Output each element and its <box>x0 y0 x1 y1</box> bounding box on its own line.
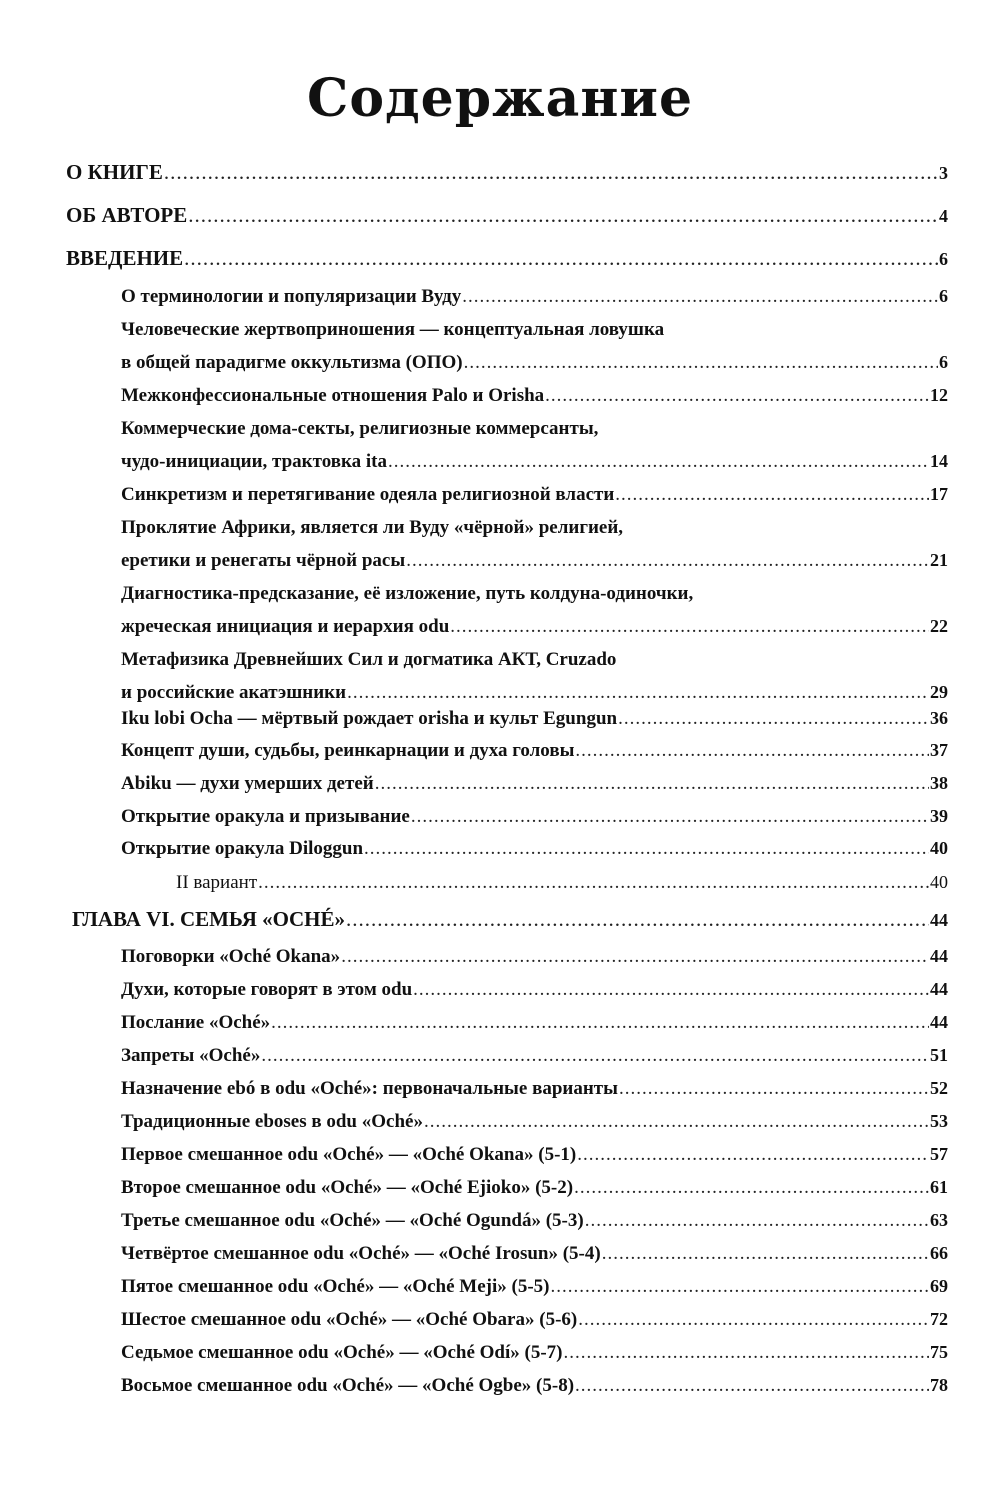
toc-page-number: 57 <box>930 1144 948 1164</box>
toc-entry-title: ВВЕДЕНИЕ <box>66 246 184 270</box>
toc-entry-first-line: Коммерческие дома-секты, религиозные коммерсанты, <box>121 418 599 439</box>
dot-leader <box>615 484 929 506</box>
dot-leader <box>464 352 938 374</box>
toc-entry[interactable] <box>121 1375 948 1397</box>
dot-leader <box>364 838 929 860</box>
toc-entry-title: Духи, которые говорят в этом odu <box>121 979 413 1000</box>
dot-leader <box>618 708 929 730</box>
toc-entry-title: Третье смешанное odu «Oché» — «Oché Ogundá» (5-3) <box>121 1210 584 1231</box>
toc-entry[interactable] <box>121 484 948 506</box>
dot-leader <box>261 1045 929 1067</box>
toc-page-number: 44 <box>930 1012 948 1032</box>
toc-page-number: 61 <box>930 1177 948 1197</box>
dot-leader <box>413 979 929 1001</box>
toc-entry-title: Запреты «Oché» <box>121 1045 261 1066</box>
toc-entry-first-line: Человеческие жертвоприношения — концептуальная ловушка <box>121 319 665 340</box>
toc-entry-title: Поговорки «Oché Okana» <box>121 946 341 967</box>
toc-entry[interactable] <box>121 979 948 1001</box>
toc-page-number: 38 <box>930 773 948 793</box>
toc-entry-title: еретики и ренегаты чёрной расы <box>121 550 406 571</box>
toc-entry-title: Abiku — духи умерших детей <box>121 773 374 794</box>
toc-page-number: 69 <box>930 1276 948 1296</box>
toc-entry[interactable] <box>121 946 948 968</box>
toc-entry-title: в общей парадигме оккультизма (ОПО) <box>121 352 463 373</box>
toc-entry-title: Синкретизм и перетягивание одеяла религиозной власти <box>121 484 615 505</box>
toc-entry[interactable] <box>121 1309 948 1331</box>
dot-leader <box>164 160 938 185</box>
dot-leader <box>424 1111 929 1133</box>
toc-page-number: 6 <box>939 286 948 306</box>
toc-entry-title: Традиционные eboses в odu «Oché» <box>121 1111 423 1132</box>
toc-entry[interactable] <box>121 1243 948 1265</box>
toc-page-number: 37 <box>930 740 948 760</box>
toc-entry[interactable] <box>121 682 948 704</box>
toc-entry-title: Открытие оракула и призывание <box>121 806 410 827</box>
toc-page-number: 17 <box>930 484 948 504</box>
toc-page-number: 6 <box>939 352 948 372</box>
toc-page-number: 21 <box>930 550 948 570</box>
toc-entry-title: ГЛАВА VI. СЕМЬЯ «OCHÉ» <box>72 907 345 931</box>
toc-page-number: 3 <box>939 163 948 183</box>
toc-entry[interactable] <box>66 160 948 185</box>
toc-page-number: 40 <box>930 838 948 858</box>
toc-page-number: 40 <box>930 872 948 892</box>
toc-page-number: 44 <box>930 979 948 999</box>
dot-leader <box>346 907 929 932</box>
toc-entry-first-line: Проклятие Африки, является ли Вуду «чёрной» религией, <box>121 517 624 538</box>
dot-leader <box>406 550 929 572</box>
dot-leader <box>341 946 929 968</box>
toc-entry[interactable] <box>121 1342 948 1364</box>
toc-entry[interactable] <box>121 1177 948 1199</box>
dot-leader <box>585 1210 929 1232</box>
toc-entry[interactable] <box>121 1012 948 1034</box>
toc-entry-title: Первое смешанное odu «Oché» — «Oché Okana» (5-1) <box>121 1144 577 1165</box>
dot-leader <box>578 1309 929 1331</box>
toc-entry-title: Четвёртое смешанное odu «Oché» — «Oché Irosun» (5-4) <box>121 1243 601 1264</box>
toc-entry[interactable] <box>121 1078 948 1100</box>
toc-entry[interactable] <box>121 1144 948 1166</box>
toc-page-number: 72 <box>930 1309 948 1329</box>
toc-page-number: 75 <box>930 1342 948 1362</box>
dot-leader <box>184 246 938 271</box>
toc-page-number: 36 <box>930 708 948 728</box>
toc-entry-title: чудо-инициации, трактовка ita <box>121 451 387 472</box>
toc-page-number: 6 <box>939 249 948 269</box>
dot-leader <box>551 1276 929 1298</box>
dot-leader <box>450 616 929 638</box>
toc-page-number: 52 <box>930 1078 948 1098</box>
dot-leader <box>545 385 929 407</box>
page-title: Содержание <box>306 68 694 129</box>
toc-page-number: 44 <box>930 910 948 930</box>
toc-entry-title: Пятое смешанное odu «Oché» — «Oché Meji» (5-5) <box>121 1276 550 1297</box>
toc-entry-title: Второе смешанное odu «Oché» — «Oché Ejioko» (5-2) <box>121 1177 574 1198</box>
toc-entry[interactable] <box>121 1111 948 1133</box>
dot-leader <box>258 872 929 894</box>
toc-entry-title: О КНИГЕ <box>66 160 163 184</box>
toc-page-number: 44 <box>930 946 948 966</box>
toc-entry-title: Восьмое смешанное odu «Oché» — «Oché Ogbe» (5-8) <box>121 1375 575 1396</box>
toc-page-number: 14 <box>930 451 948 471</box>
toc-entry-title: и российские акатэшники <box>121 682 347 703</box>
dot-leader <box>375 773 929 795</box>
toc-page-number: 39 <box>930 806 948 826</box>
toc-entry[interactable] <box>121 616 948 638</box>
toc-entry[interactable] <box>121 1276 948 1298</box>
toc-entry[interactable] <box>121 352 948 374</box>
toc-page-number: 63 <box>930 1210 948 1230</box>
dot-leader <box>564 1342 929 1364</box>
dot-leader <box>575 1375 929 1397</box>
toc-entry[interactable] <box>121 550 948 572</box>
toc-page-number: 51 <box>930 1045 948 1065</box>
toc-entry-title: жреческая инициация и иерархия odu <box>121 616 450 637</box>
dot-leader <box>347 682 929 704</box>
toc-entry[interactable] <box>176 872 948 894</box>
toc-entry[interactable] <box>121 286 948 308</box>
dot-leader <box>271 1012 929 1034</box>
toc-entry-title: Концепт души, судьбы, реинкарнации и духа головы <box>121 740 575 761</box>
dot-leader <box>575 740 929 762</box>
dot-leader <box>462 286 938 308</box>
dot-leader <box>619 1078 929 1100</box>
dot-leader <box>388 451 929 473</box>
toc-page-number: 4 <box>939 206 948 226</box>
toc-entry[interactable] <box>66 203 948 228</box>
toc-entry-title: Шестое смешанное odu «Oché» — «Oché Obara» (5-6) <box>121 1309 578 1330</box>
toc-entry-title: Iku lobi Ocha — мёртвый рождает orisha и культ Egungun <box>121 708 618 729</box>
toc-entry[interactable] <box>72 907 948 932</box>
toc-entry-first-line: Диагностика-предсказание, её изложение, путь колдуна-одиночки, <box>121 583 694 604</box>
toc-page-number: 53 <box>930 1111 948 1131</box>
dot-leader <box>602 1243 929 1265</box>
toc-entry-title: ОБ АВТОРЕ <box>66 203 188 227</box>
toc-page-number: 78 <box>930 1375 948 1395</box>
toc-page-number: 29 <box>930 682 948 702</box>
toc-entry[interactable] <box>121 806 948 828</box>
toc-page-number: 66 <box>930 1243 948 1263</box>
toc-entry-title: Седьмое смешанное odu «Oché» — «Oché Odí» (5-7) <box>121 1342 563 1363</box>
dot-leader <box>188 203 938 228</box>
toc-entry[interactable] <box>66 246 948 271</box>
toc-page-number: 22 <box>930 616 948 636</box>
dot-leader <box>411 806 929 828</box>
toc-entry[interactable] <box>121 1210 948 1232</box>
toc-entry[interactable] <box>121 385 948 407</box>
toc-entry-title: О терминологии и популяризации Вуду <box>121 286 462 307</box>
toc-page-number: 12 <box>930 385 948 405</box>
dot-leader <box>574 1177 929 1199</box>
toc-entry-first-line: Метафизика Древнейших Сил и догматика АКТ, Cruzado <box>121 649 617 670</box>
toc-entry-title: Назначение ebó в odu «Oché»: первоначальные варианты <box>121 1078 618 1099</box>
toc-entry-title: Межконфессиональные отношения Palo и Orisha <box>121 385 545 406</box>
toc-entry[interactable] <box>121 838 948 860</box>
toc-entry[interactable] <box>121 773 948 795</box>
toc-entry[interactable] <box>121 740 948 762</box>
toc-entry[interactable] <box>121 1045 948 1067</box>
toc-entry-title: II вариант <box>176 872 258 893</box>
toc-entry-title: Открытие оракула Diloggun <box>121 838 364 859</box>
toc-entry-title: Послание «Oché» <box>121 1012 271 1033</box>
dot-leader <box>577 1144 929 1166</box>
toc-entry[interactable] <box>121 451 948 473</box>
toc-entry[interactable] <box>121 708 948 730</box>
